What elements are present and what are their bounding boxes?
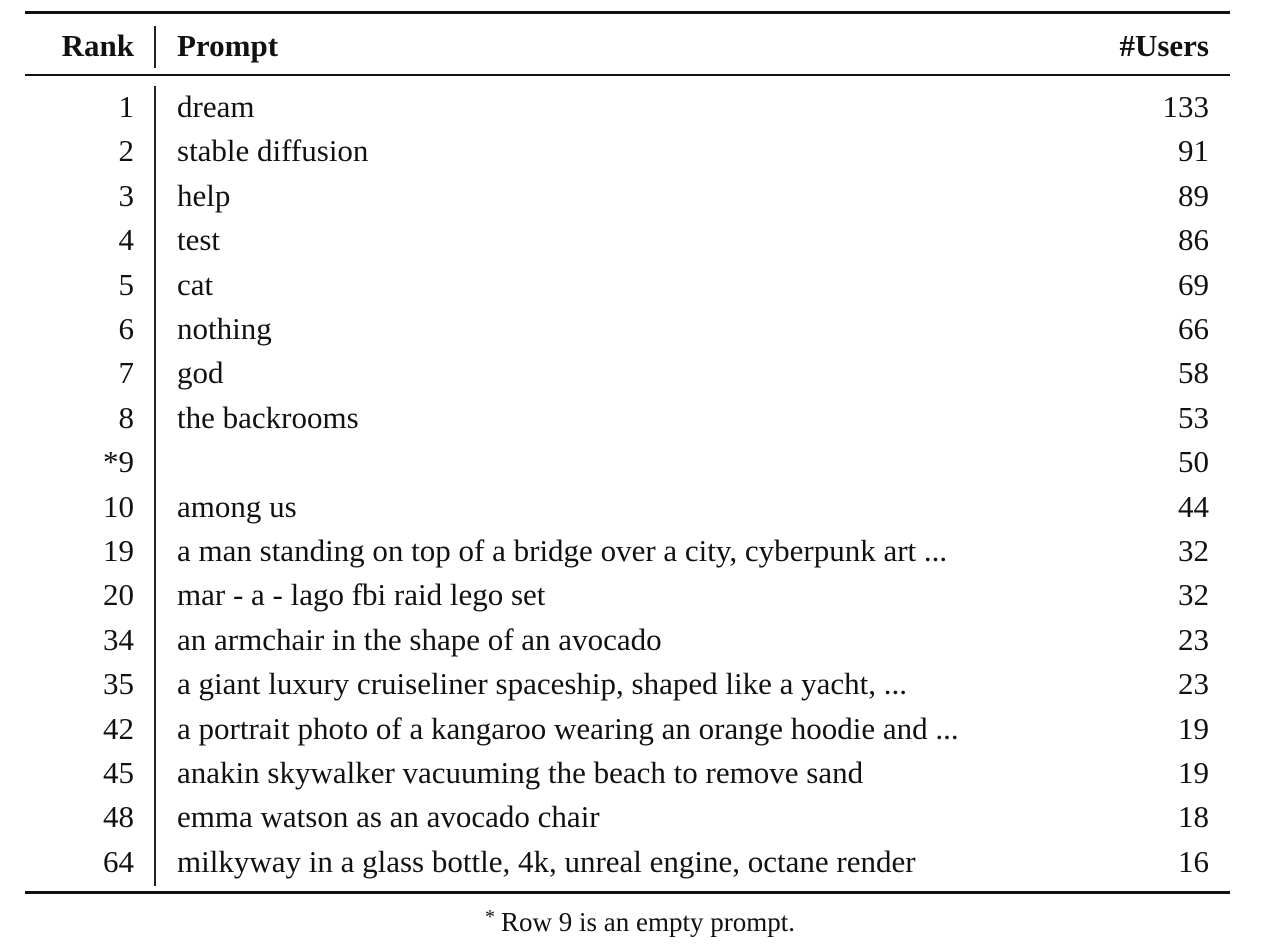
header-rule: [25, 74, 1230, 76]
footnote: [0, 897, 1280, 942]
table-row: [0, 751, 1280, 795]
bottom-rule: [25, 891, 1230, 894]
row-rank: 34: [103, 621, 134, 657]
table-row: [0, 662, 1280, 706]
table-row: [0, 174, 1280, 218]
row-prompt: among us: [177, 488, 297, 524]
table-row: [0, 795, 1280, 839]
row-rank: 42: [103, 710, 134, 746]
row-prompt: a man standing on top of a bridge over a city, cyberpunk art ...: [177, 533, 948, 568]
table-row: [0, 440, 1280, 484]
row-rank: *9: [103, 444, 134, 480]
footnote-text: Row 9 is an empty prompt.: [501, 907, 795, 937]
footnote-marker: *: [485, 906, 495, 928]
table-row: [0, 707, 1280, 751]
row-users: 66: [1178, 311, 1209, 346]
row-prompt: a giant luxury cruiseliner spaceship, shaped like a yacht, ...: [177, 666, 907, 702]
header-prompt: Prompt: [177, 28, 279, 63]
row-prompt: an armchair in the shape of an avocado: [177, 621, 662, 657]
table-row: [0, 396, 1280, 440]
row-users: 53: [1178, 399, 1209, 435]
row-users: 91: [1178, 133, 1209, 169]
row-users: 133: [1162, 89, 1209, 124]
row-users: 23: [1178, 666, 1209, 702]
row-prompt: dream: [177, 89, 255, 124]
table-row: [0, 85, 1280, 129]
row-prompt: god: [177, 355, 224, 391]
table-row: [0, 263, 1280, 307]
row-users: 44: [1178, 488, 1209, 524]
table-row: [0, 485, 1280, 529]
row-rank: 19: [103, 533, 134, 568]
row-rank: 8: [118, 399, 134, 435]
row-prompt: anakin skywalker vacuuming the beach to remove sand: [177, 755, 864, 790]
row-prompt: mar - a - lago fbi raid lego set: [177, 577, 546, 613]
row-users: 16: [1178, 843, 1209, 879]
table-row: [0, 129, 1280, 173]
row-prompt: nothing: [177, 311, 272, 346]
row-users: 50: [1178, 444, 1209, 480]
top-rule: [25, 11, 1230, 14]
row-users: 89: [1178, 177, 1209, 213]
row-rank: 45: [103, 755, 134, 790]
row-users: 19: [1178, 755, 1209, 790]
row-prompt: cat: [177, 266, 214, 302]
row-rank: 35: [103, 666, 134, 702]
row-rank: 4: [118, 222, 134, 258]
row-rank: 3: [118, 177, 134, 213]
table-row: [0, 529, 1280, 573]
row-prompt: milkyway in a glass bottle, 4k, unreal engine, octane render: [177, 843, 916, 879]
table-row: [0, 218, 1280, 262]
row-users: 69: [1178, 266, 1209, 302]
row-rank: 7: [118, 355, 134, 391]
table-row: [0, 573, 1280, 617]
row-rank: 48: [103, 799, 134, 835]
row-rank: 10: [103, 488, 134, 524]
row-users: 86: [1178, 222, 1209, 258]
table-header: [0, 24, 1280, 68]
row-users: 32: [1178, 577, 1209, 613]
row-users: 32: [1178, 533, 1209, 568]
row-users: 23: [1178, 621, 1209, 657]
row-rank: 2: [118, 133, 134, 169]
row-prompt: test: [177, 222, 221, 258]
row-prompt: emma watson as an avocado chair: [177, 799, 600, 835]
row-rank: 6: [118, 311, 134, 346]
row-prompt: help: [177, 177, 231, 213]
row-users: 58: [1178, 355, 1209, 391]
table-row: [0, 351, 1280, 395]
table-row: [0, 618, 1280, 662]
row-prompt: a portrait photo of a kangaroo wearing an orange hoodie and ...: [177, 710, 959, 746]
row-prompt: the backrooms: [177, 399, 359, 435]
table-row: [0, 307, 1280, 351]
row-rank: 20: [103, 577, 134, 613]
header-rank: Rank: [61, 28, 134, 63]
row-prompt: stable diffusion: [177, 133, 369, 169]
table-row: [0, 840, 1280, 884]
row-rank: 1: [118, 89, 134, 124]
header-users: #Users: [1119, 28, 1209, 63]
row-users: 18: [1178, 799, 1209, 835]
row-rank: 64: [103, 843, 134, 879]
row-rank: 5: [118, 266, 134, 302]
row-users: 19: [1178, 710, 1209, 746]
